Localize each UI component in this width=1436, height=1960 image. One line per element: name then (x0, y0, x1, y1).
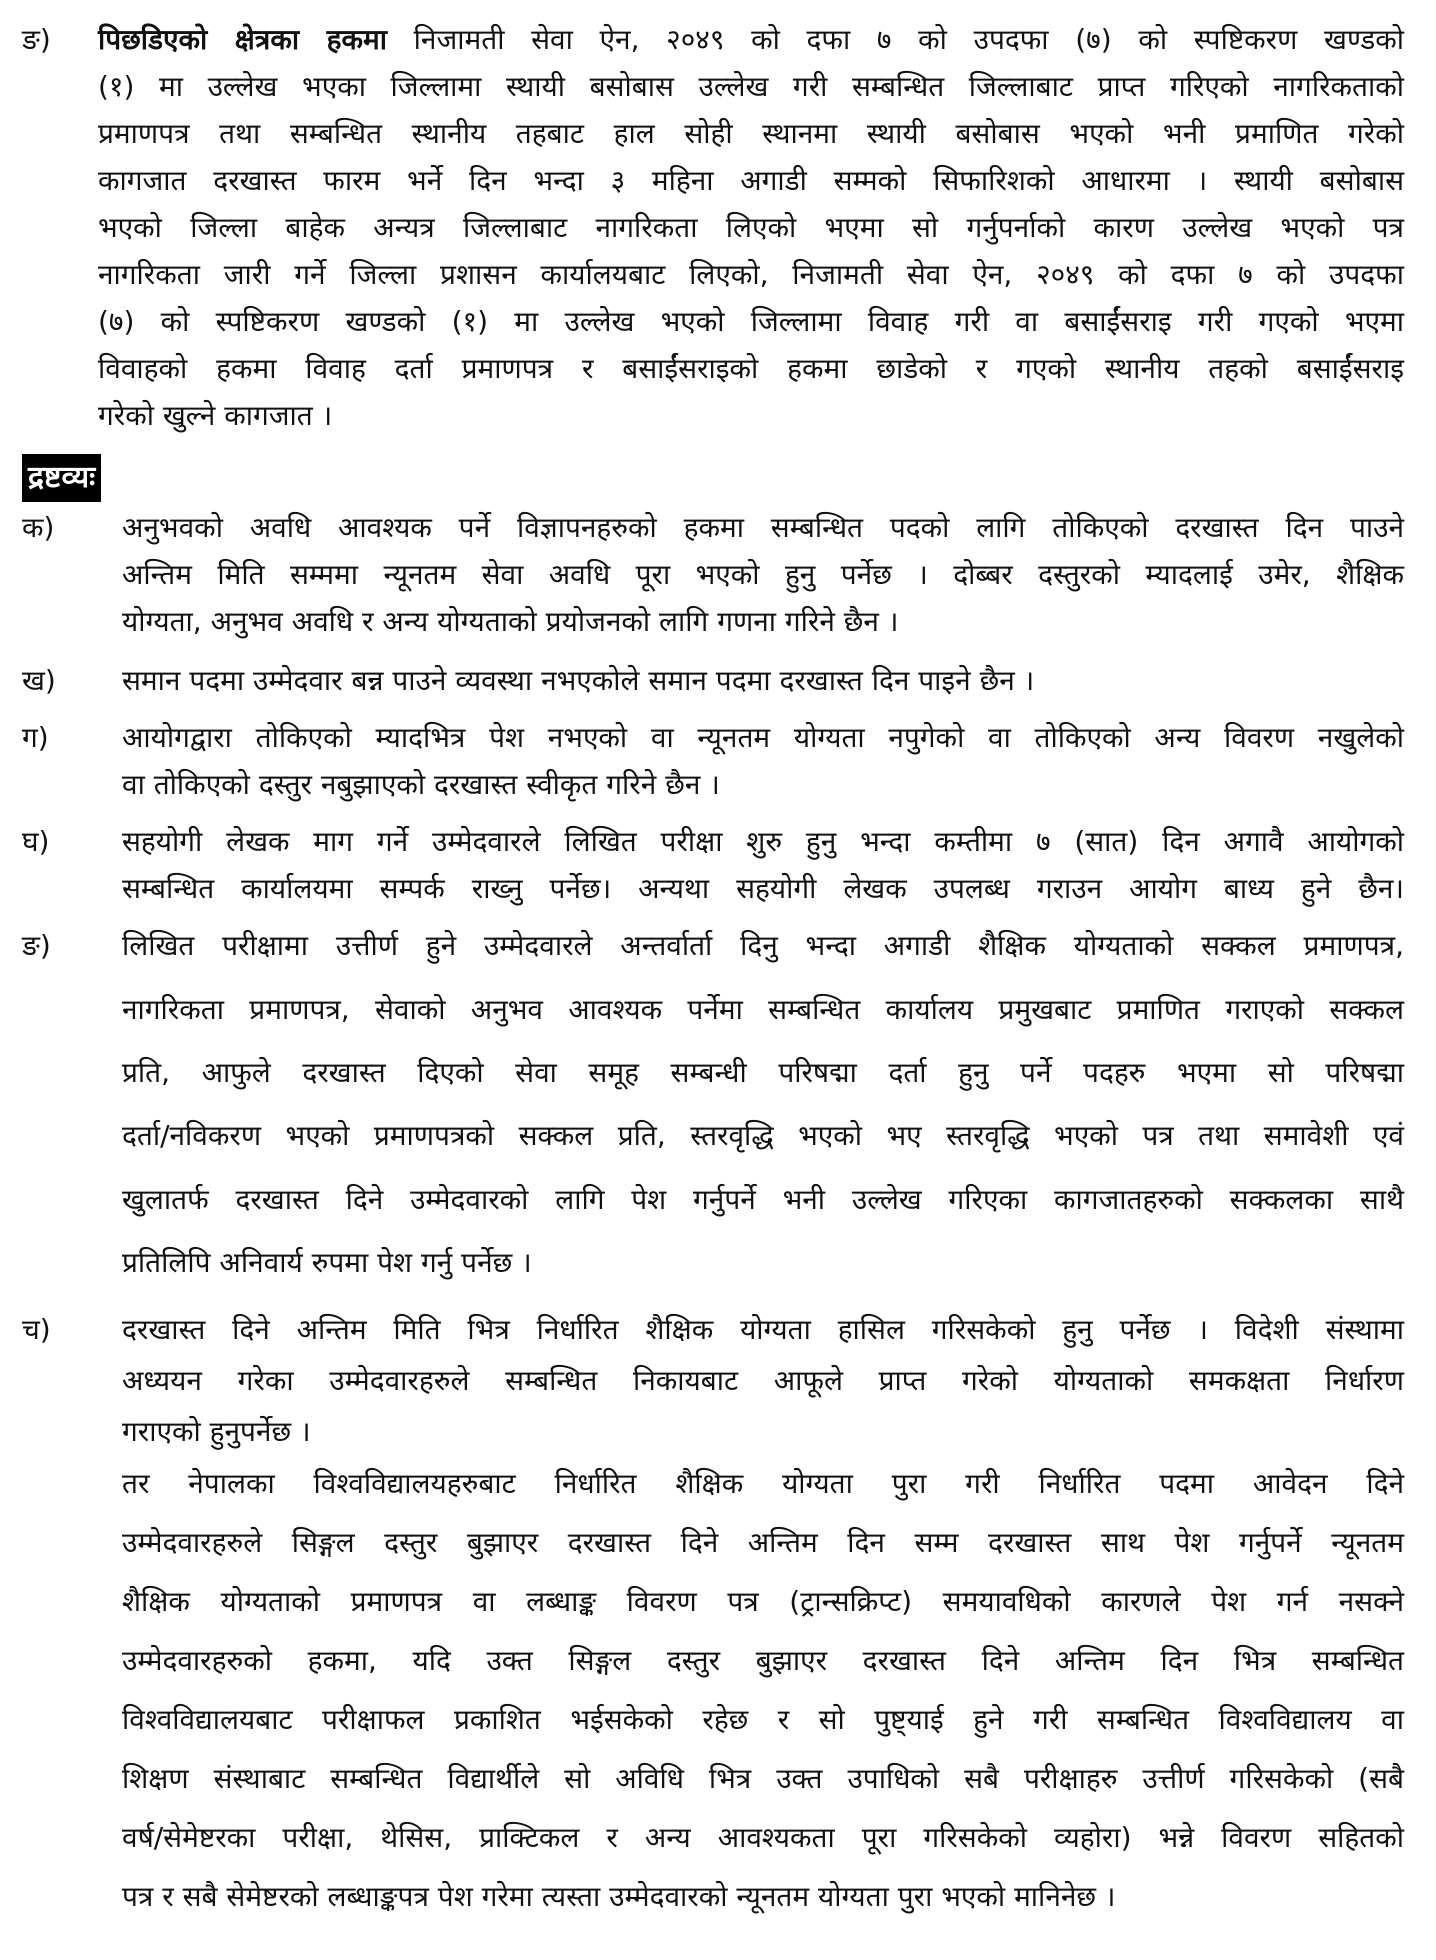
note-ka-line-1: अनुभवको अवधि आवश्यक पर्ने विज्ञापनहरुको हकमा सम्बन्धित पदको लागि तोकिएको दरखास्त दिन पाउने (122, 511, 1404, 544)
note-marker-gha: घ) (22, 825, 50, 858)
section-nga-line-6: नागरिकता जारी गर्ने जिल्ला प्रशासन कार्यालयबाट लिएको, निजामती सेवा ऐन, २०४९ को दफा ७ को उपदफा (98, 258, 1404, 291)
note-cha-line-2: अध्ययन गरेका उम्मेदवारहरुले सम्बन्धित निकायबाट आफूले प्राप्त गरेको योग्यताको समकक्षता निर्धारण (122, 1364, 1404, 1397)
note-cha-cont-line-8: पत्र र सबै सेमेष्टरको लब्धाङ्कपत्र पेश गरेमा त्यस्ता उम्मेदवारको न्यूनतम योग्यता पुरा भएको मानिनेछ । (122, 1880, 1116, 1913)
note-ka-line-3: योग्यता, अनुभव अवधि र अन्य योग्यताको प्रयोजनको लागि गणना गरिने छैन । (122, 605, 899, 638)
section-nga-line-5: भएको जिल्ला बाहेक अन्यत्र जिल्लाबाट नागरिकता लिएको भएमा सो गर्नुपर्नाको कारण उल्लेख भएको पत्र (98, 211, 1404, 244)
note-cha-cont-line-4: उम्मेदवारहरुको हकमा, यदि उक्त सिङ्गल दस्तुर बुझाएर दरखास्त दिने अन्तिम दिन भित्र सम्बन्धित (122, 1644, 1404, 1677)
note-marker-ka: क) (22, 511, 55, 544)
note-marker-kha: ख) (22, 664, 56, 697)
notes-heading: द्रष्टव्यः (22, 454, 101, 502)
section-nga-line-8: विवाहको हकमा विवाह दर्ता प्रमाणपत्र र बसाईंसराइको हकमा छाडेको र गएको स्थानीय तहको बसाईंसराइ (98, 352, 1404, 385)
note-cha-line-3: गराएको हुनुपर्नेछ । (122, 1415, 311, 1448)
section-nga-line-9: गरेको खुल्ने कागजात । (98, 399, 333, 432)
note-cha-cont-line-5: विश्वविद्यालयबाट परीक्षाफल प्रकाशित भईसकेको रहेछ र सो पुष्ट्याई हुने गरी सम्बन्धित विश्वविद्यालय वा (122, 1703, 1404, 1736)
note-ka-line-2: अन्तिम मिति सम्ममा न्यूनतम सेवा अवधि पूरा भएको हुनु पर्नेछ । दोब्बर दस्तुरको म्यादलाई उमेर, शैक्षिक (122, 558, 1404, 591)
note-nga-line-5: खुलातर्फ दरखास्त दिने उम्मेदवारको लागि पेश गर्नुपर्ने भनी उल्लेख गरिएका कागजातहरुको सक्कलका साथै (122, 1183, 1404, 1216)
section-nga-line-3: प्रमाणपत्र तथा सम्बन्धित स्थानीय तहबाट हाल सोही स्थानमा स्थायी बसोबास भएको भनी प्रमाणित गरेको (98, 117, 1404, 150)
note-nga-line-3: प्रति, आफुले दरखास्त दिएको सेवा समूह सम्बन्धी परिषद्मा दर्ता हुनु पर्ने पदहरु भएमा सो परिषद्मा (122, 1056, 1404, 1089)
note-nga-line-6: प्रतिलिपि अनिवार्य रुपमा पेश गर्नु पर्नेछ । (122, 1246, 532, 1279)
note-gha-line-2: सम्बन्धित कार्यालयमा सम्पर्क राख्नु पर्नेछ। अन्यथा सहयोगी लेखक उपलब्ध गराउन आयोग बाध्य हुने छैन। (122, 872, 1404, 905)
note-nga-line-4: दर्ता/नविकरण भएको प्रमाणपत्रको सक्कल प्रति, स्तरवृद्धि भएको भए स्तरवृद्धि भएको पत्र तथा समावेशी एवं (122, 1119, 1404, 1152)
note-marker-cha: च) (22, 1313, 51, 1346)
note-cha-cont-line-6: शिक्षण संस्थाबाट सम्बन्धित विद्यार्थीले सो अविधि भित्र उक्त उपाधिको सबै परीक्षाहरु उत्तीर्ण गरिसकेको (सबै (122, 1762, 1404, 1795)
note-cha-cont-line-1: तर नेपालका विश्वविद्यालयहरुबाट निर्धारित शैक्षिक योग्यता पुरा गरी निर्धारित पदमा आवेदन दिने (122, 1467, 1404, 1500)
section-nga-line-2: (१) मा उल्लेख भएका जिल्लामा स्थायी बसोबास उल्लेख गरी सम्बन्धित जिल्लाबाट प्राप्त गरिएको नागरिकताको (98, 70, 1404, 103)
section-nga-line-4: कागजात दरखास्त फारम भर्ने दिन भन्दा ३ महिना अगाडी सम्मको सिफारिशको आधारमा । स्थायी बसोबास (98, 164, 1404, 197)
section-nga-bold-lead: पिछडिएको क्षेत्रका हकमा (98, 23, 387, 56)
note-nga-line-2: नागरिकता प्रमाणपत्र, सेवाको अनुभव आवश्यक पर्नेमा सम्बन्धित कार्यालय प्रमुखबाट प्रमाणित गराएको सक्कल (122, 993, 1404, 1026)
section-marker-nga: ङ) (22, 23, 51, 56)
note-ga-line-1: आयोगद्वारा तोकिएको म्यादभित्र पेश नभएको वा न्यूनतम योग्यता नपुगेको वा तोकिएको अन्य विवरण नखुलेको (122, 721, 1404, 754)
note-marker-ga: ग) (22, 721, 49, 754)
note-marker-nga: ङ) (22, 929, 51, 962)
note-ga-line-2: वा तोकिएको दस्तुर नबुझाएको दरखास्त स्वीकृत गरिने छैन । (122, 768, 720, 801)
note-gha-line-1: सहयोगी लेखक माग गर्ने उम्मेदवारले लिखित परीक्षा शुरु हुनु भन्दा कम्तीमा ७ (सात) दिन अगावै आयोगको (122, 825, 1404, 858)
section-nga-line-1 (98, 20, 1404, 60)
section-nga-line-7: (७) को स्पष्टिकरण खण्डको (१) मा उल्लेख भएको जिल्लामा विवाह गरी वा बसाईंसराइ गरी गएको भएमा (98, 305, 1404, 338)
note-cha-line-1: दरखास्त दिने अन्तिम मिति भित्र निर्धारित शैक्षिक योग्यता हासिल गरिसकेको हुनु पर्नेछ । विदेशी संस्थामा (122, 1313, 1404, 1346)
note-kha-line-1: समान पदमा उम्मेदवार बन्न पाउने व्यवस्था नभएकोले समान पदमा दरखास्त दिन पाइने छैन । (122, 664, 1035, 697)
section-nga-line-1-text: निजामती सेवा ऐन, २०४९ को दफा ७ को उपदफा (७) को स्पष्टिकरण खण्डको (413, 23, 1404, 56)
note-cha-cont-line-7: वर्ष/सेमेष्टरका परीक्षा, थेसिस, प्राक्टिकल र अन्य आवश्यकता पूरा गरिसकेको व्यहोरा) भन्ने विवरण सहितको (122, 1821, 1404, 1854)
note-cha-cont-line-3: शैक्षिक योग्यताको प्रमाणपत्र वा लब्धाङ्क विवरण पत्र (ट्रान्सक्रिप्ट) समयावधिको कारणले पेश गर्न नसक्ने (122, 1585, 1404, 1618)
note-cha-cont-line-2: उम्मेदवारहरुले सिङ्गल दस्तुर बुझाएर दरखास्त दिने अन्तिम दिन सम्म दरखास्त साथ पेश गर्नुपर्ने न्यूनतम (122, 1526, 1404, 1559)
note-nga-line-1: लिखित परीक्षामा उत्तीर्ण हुने उम्मेदवारले अन्तर्वार्ता दिनु भन्दा अगाडी शैक्षिक योग्यताको सक्कल प्रमाणपत्र, (122, 929, 1404, 962)
